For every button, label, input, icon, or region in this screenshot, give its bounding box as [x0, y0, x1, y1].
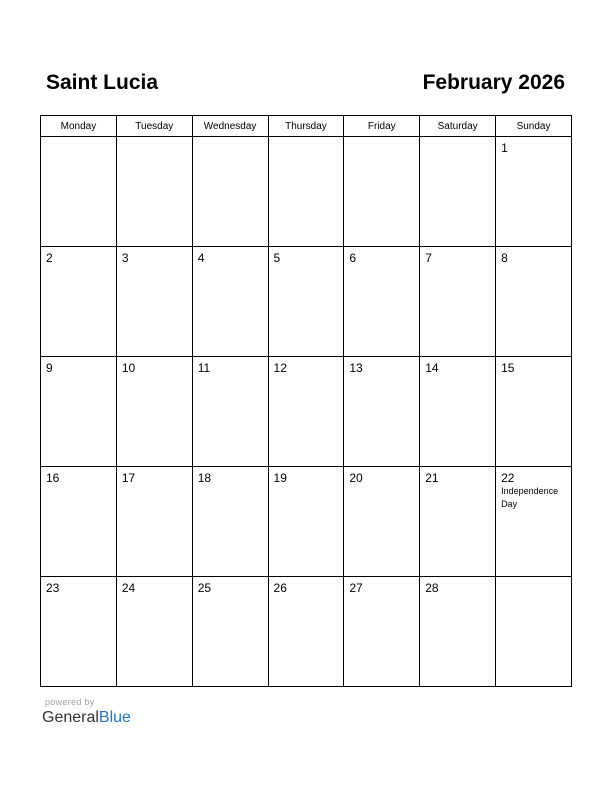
day-number: 13: [349, 361, 363, 375]
day-cell: [420, 357, 496, 467]
empty-day-cell: [496, 577, 572, 687]
day-cell: [268, 467, 344, 577]
week-row: [41, 137, 572, 247]
day-cell: [192, 247, 268, 357]
day-cell: [344, 467, 420, 577]
calendar-grid: [40, 115, 572, 687]
day-cell: [420, 577, 496, 687]
powered-by-text: powered by: [45, 697, 95, 707]
day-number: 18: [197, 471, 212, 485]
day-number: 15: [501, 361, 515, 375]
day-cell: [116, 577, 192, 687]
day-cell: [41, 247, 117, 357]
empty-day-cell: [116, 137, 192, 247]
day-number: 25: [197, 581, 212, 595]
day-number: 17: [121, 471, 136, 485]
empty-day-cell: [41, 137, 117, 247]
day-number: 21: [425, 471, 439, 485]
day-number: 16: [46, 471, 60, 485]
week-row: [41, 247, 572, 357]
weekday-header: Thursday: [268, 116, 344, 137]
day-number: 27: [349, 581, 363, 595]
day-number: 3: [121, 251, 129, 265]
day-number: 11: [197, 361, 211, 375]
weekday-header: Sunday: [496, 116, 572, 137]
day-number: 14: [425, 361, 439, 375]
day-cell: [192, 467, 268, 577]
weekday-header: Saturday: [420, 116, 496, 137]
day-number: 6: [349, 251, 357, 265]
day-cell: [268, 247, 344, 357]
day-cell: [41, 577, 117, 687]
day-number: 20: [349, 471, 363, 485]
day-number: 22: [501, 471, 515, 485]
empty-day-cell: [344, 137, 420, 247]
brand-blue-text: Blue: [98, 709, 131, 726]
day-number: 5: [273, 251, 281, 265]
week-row: [41, 467, 572, 577]
day-cell: [496, 247, 572, 357]
weekday-header: Wednesday: [192, 116, 268, 137]
day-cell: [116, 357, 192, 467]
day-cell: [192, 357, 268, 467]
country-title: Saint Lucia: [46, 71, 159, 94]
day-cell: [268, 577, 344, 687]
week-row: [41, 357, 572, 467]
day-cell: [192, 577, 268, 687]
day-number: 9: [46, 361, 53, 375]
empty-day-cell: [268, 137, 344, 247]
empty-day-cell: [192, 137, 268, 247]
day-cell: [41, 467, 117, 577]
day-cell: [420, 467, 496, 577]
day-number: 19: [273, 471, 287, 485]
day-cell: [116, 247, 192, 357]
day-number: 1: [501, 141, 508, 155]
generalblue-logo: [42, 708, 131, 728]
weekday-header: Monday: [41, 116, 117, 137]
day-number: 10: [121, 361, 136, 375]
week-row: [41, 577, 572, 687]
month-year-title: February 2026: [422, 71, 565, 94]
day-number: 8: [501, 251, 508, 265]
day-cell: [344, 357, 420, 467]
day-cell: [420, 247, 496, 357]
day-number: 12: [273, 361, 287, 375]
day-cell: [268, 357, 344, 467]
calendar-body: [41, 137, 572, 687]
day-cell: [496, 357, 572, 467]
day-cell: [116, 467, 192, 577]
day-number: 24: [121, 581, 136, 595]
brand-general-text: General: [42, 709, 99, 726]
day-cell: [496, 467, 572, 577]
day-number: 4: [197, 251, 205, 265]
weekday-header: Tuesday: [116, 116, 192, 137]
day-cell: [41, 357, 117, 467]
day-cell: [496, 137, 572, 247]
day-number: 7: [425, 251, 432, 265]
day-cell: [344, 247, 420, 357]
holiday-event: Independence Day: [501, 486, 559, 509]
day-number: 26: [273, 581, 287, 595]
footer-branding: [42, 697, 131, 728]
weekday-header-row: [41, 116, 572, 137]
day-number: 23: [46, 581, 60, 595]
day-number: 2: [46, 251, 53, 265]
empty-day-cell: [420, 137, 496, 247]
day-cell: [344, 577, 420, 687]
day-number: 28: [425, 581, 439, 595]
weekday-header: Friday: [344, 116, 420, 137]
